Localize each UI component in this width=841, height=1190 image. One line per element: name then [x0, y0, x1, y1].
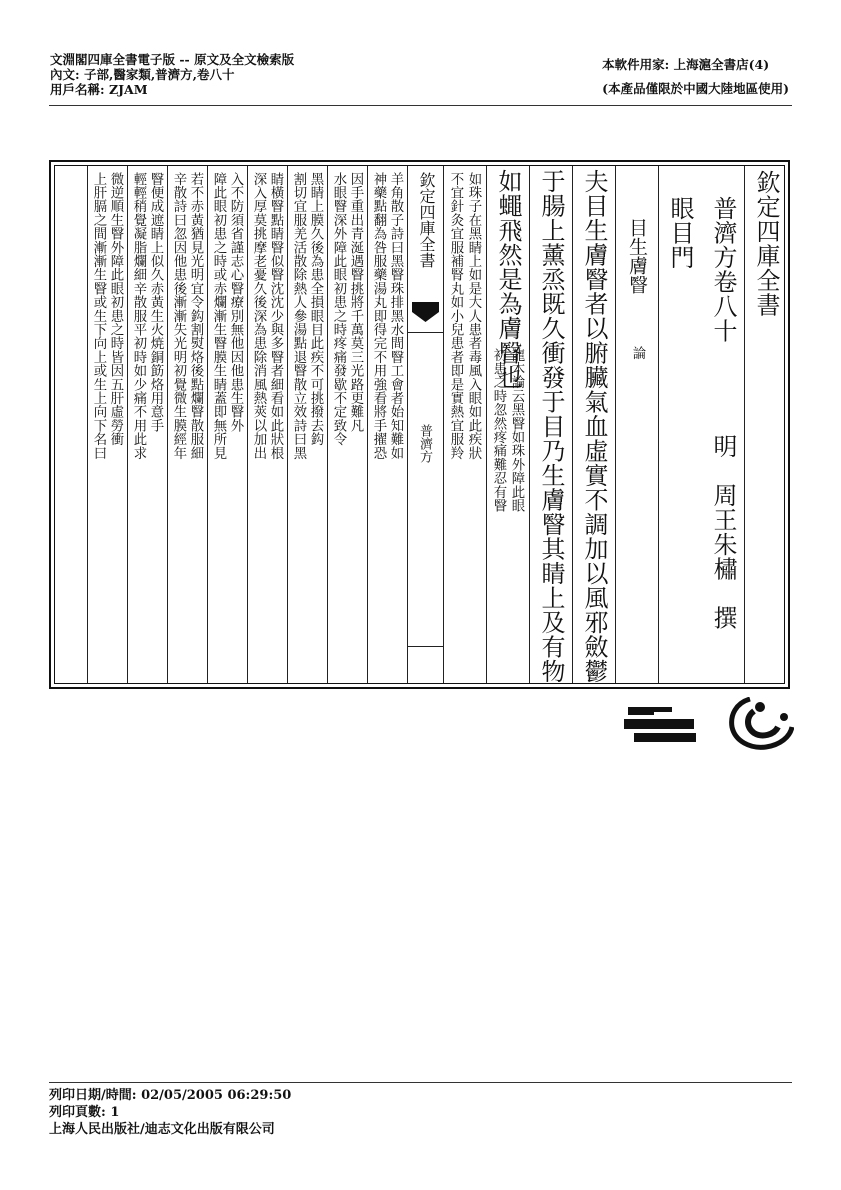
column-rule [167, 166, 168, 683]
column-rule [207, 166, 208, 683]
header-left [50, 52, 294, 97]
annotation: 若不赤黃猶見光明宜令鈎割熨烙後點爛瞖散服細 [188, 172, 203, 460]
book-column [745, 166, 787, 683]
book-column [208, 166, 246, 683]
annotation: 神藥點翻為咎服藥湯丸即得完不用強看將手擢恐 [371, 172, 386, 460]
book-column [168, 166, 206, 683]
column-rule [367, 166, 368, 683]
annotation: 黑睛上膜久後為患全損眼目此疾不可挑撥去鈎 [308, 172, 323, 446]
footer [49, 1087, 291, 1138]
annotation: 羊角散子詩曰黑瞖珠排黑水間瞖工會者始知難如 [388, 172, 403, 460]
annotation: 障此眼初患之時或赤爛漸生瞖膜生睛蓋即無所見 [211, 172, 226, 460]
header-title: 文淵閣四庫全書電子版 -- 原文及全文檢索版 [50, 52, 295, 67]
book-column [573, 166, 615, 683]
book-page-frame [54, 165, 785, 684]
book-column [368, 166, 406, 683]
column-rule [744, 166, 745, 683]
publisher: 上海人民出版社/迪志文化出版有限公司 [49, 1122, 275, 1137]
annotation: 因手重出青涎遇瞖挑將千萬莫三光路更難凡 [348, 172, 363, 433]
annotation: 初患之時忽然疼痛難忍有瞖 [491, 348, 506, 513]
annotation: 如珠子在黑睛上如是大人患者毒風入眼如此疾狀 [466, 172, 481, 460]
annotation: 辛散詩曰忽因他患後漸漸失光明初覺微生膜經年 [171, 172, 186, 460]
text-column: 如蠅飛然是為膚瞖也 [494, 169, 522, 390]
column-rule [247, 166, 248, 683]
column-rule [327, 166, 328, 683]
swirl-logo-icon [726, 697, 794, 751]
book-column [616, 166, 658, 683]
header-content-path: 內文: 子部,醫家類,普濟方,卷八十 [50, 67, 235, 82]
column-rule [529, 166, 530, 683]
footer-divider [49, 1082, 792, 1083]
header-region-notice: (本產品僅限於中國大陸地區使用) [602, 81, 789, 96]
column-rule [287, 166, 288, 683]
center-fold [408, 166, 443, 683]
annotation: 龍木論云黑瞖如珠外障此眼 [509, 348, 524, 513]
text-column: 夫目生膚瞖者以腑臟氣血虛實不調加以風邪斂鬱 [580, 169, 608, 683]
book-column [288, 166, 326, 683]
book-column [659, 166, 701, 683]
annotation: 瞖便成遮睛上似久赤黃生火焼銅筯烙用意手 [148, 172, 163, 433]
header-username: 用戶名稱: ZJAM [50, 82, 148, 97]
book-column [248, 166, 286, 683]
print-datetime: 列印日期/時間: 02/05/2005 06:29:50 [49, 1088, 292, 1103]
book-column [444, 166, 486, 683]
subsection-note: 論 [630, 346, 645, 360]
header-licensee: 本軟件用家: 上海滬全書店(4) [602, 57, 770, 72]
fold-rule [408, 646, 443, 647]
subsection-title: 目生膚瞖 [626, 218, 648, 294]
column-rule [615, 166, 616, 683]
fish-tail-marker-icon [412, 302, 439, 332]
author-line: 明 周王朱橚 撰 [709, 434, 737, 630]
column-rule [127, 166, 128, 683]
annotation: 入不防須省謹志心瞖療別無他因他患生瞖外 [228, 172, 243, 433]
column-rule [87, 166, 88, 683]
section-title: 眼目門 [666, 196, 694, 270]
column-rule [658, 166, 659, 683]
column-rule [572, 166, 573, 683]
annotation: 不宜針灸宜服補腎丸如小兒患者即是實熱宜服羚 [448, 172, 463, 460]
fold-rule [408, 332, 443, 333]
annotation: 割切宜服羌活散除熱人參湯點退瞖散立效詩曰黑 [291, 172, 306, 460]
annotation: 輕輕稍覺凝脂爛細辛散服平初時如少痛不用此求 [131, 172, 146, 460]
header-divider [49, 105, 792, 106]
book-column [128, 166, 166, 683]
text-column: 于腸上薰烝既久衝發于目乃生膚瞖其睛上及有物 [537, 169, 565, 683]
print-page-count: 列印頁數: 1 [49, 1105, 120, 1120]
book-column [487, 166, 529, 683]
annotation: 微逆順生瞖外障此眼初患之時皆因五肝虛勞衝 [108, 172, 123, 446]
book-column [702, 166, 744, 683]
annotation: 水眼瞖深外障此眼初患之時疼痛發歇不定致令 [331, 172, 346, 446]
book-column [530, 166, 572, 683]
book-title: 欽定四庫全書 [752, 170, 780, 317]
annotation: 上肝膈之間漸漸生瞖或生下向上或生上向下名曰 [91, 172, 106, 460]
book-page [49, 160, 790, 689]
stacked-bars-logo-icon [624, 707, 698, 743]
book-column [88, 166, 126, 683]
fold-title: 欽定四庫全書 [417, 172, 436, 268]
annotation: 深入厚莫挑摩老憂久後深為患除消風熱莢以加出 [251, 172, 266, 460]
column-rule [486, 166, 487, 683]
fold-subtitle: 普濟方 [417, 424, 432, 463]
column-rule [443, 166, 444, 683]
header-right [602, 57, 789, 105]
annotation: 睛橫瞖點睛瞖似瞖沈沈少與多瞖者細看如此狀根 [268, 172, 283, 460]
book-column [328, 166, 366, 683]
column-rule [407, 166, 408, 683]
volume-title: 普濟方卷八十 [709, 196, 737, 343]
